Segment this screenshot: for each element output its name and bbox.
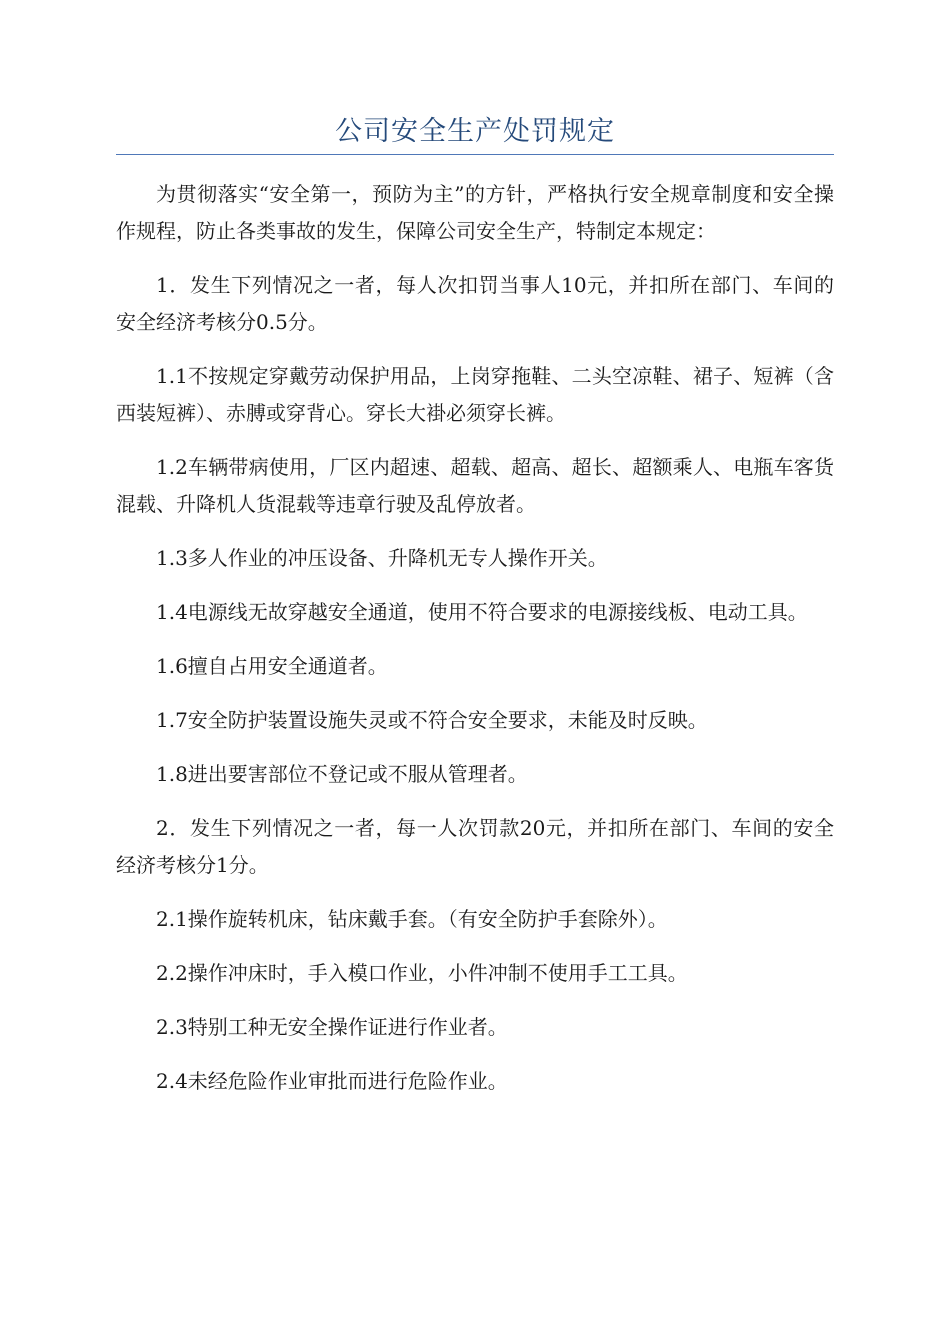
paragraph-item-1-8: 1.8进出要害部位不登记或不服从管理者。: [156, 762, 528, 786]
paragraph-item-1-1: 1.1不按规定穿戴劳动保护用品，上岗穿拖鞋、二头空凉鞋、裙子、短裤（含西装短裤）、赤膊或穿背心。穿长大褂必须穿长裤。: [116, 364, 834, 425]
paragraph-item-2-2: 2.2操作冲床时，手入模口作业，小件冲制不使用手工工具。: [156, 961, 688, 985]
paragraph-item-2-1: 2.1操作旋转机床，钻床戴手套。（有安全防护手套除外）。: [156, 907, 668, 931]
paragraph-intro: 为贯彻落实“安全第一，预防为主”的方针，严格执行安全规章制度和安全操作规程，防止各类事故的发生，保障公司安全生产，特制定本规定：: [116, 182, 834, 243]
paragraph-item-1-7: 1.7安全防护装置设施失灵或不符合安全要求，未能及时反映。: [156, 708, 708, 732]
paragraph-item-2-4: 2.4未经危险作业审批而进行危险作业。: [156, 1069, 508, 1093]
paragraph-item-1-2: 1.2车辆带病使用，厂区内超速、超载、超高、超长、超额乘人、电瓶车客货混载、升降机人货混载等违章行驶及乱停放者。: [116, 455, 834, 516]
paragraph-section-1: 1．发生下列情况之一者，每人次扣罚当事人10元，并扣所在部门、车间的安全经济考核分0.5分。: [116, 273, 834, 334]
paragraph-section-2: 2．发生下列情况之一者，每一人次罚款20元，并扣所在部门、车间的安全经济考核分1分。: [116, 816, 834, 877]
paragraph-item-1-3: 1.3多人作业的冲压设备、升降机无专人操作开关。: [156, 546, 608, 570]
paragraph-item-2-3: 2.3特别工种无安全操作证进行作业者。: [156, 1015, 508, 1039]
title-divider: [116, 154, 834, 155]
paragraph-item-1-6: 1.6擅自占用安全通道者。: [156, 654, 388, 678]
document-body: [116, 176, 834, 1117]
paragraph-item-1-4: 1.4电源线无故穿越安全通道，使用不符合要求的电源接线板、电动工具。: [156, 600, 808, 624]
document-title: 公司安全生产处罚规定: [335, 116, 615, 147]
